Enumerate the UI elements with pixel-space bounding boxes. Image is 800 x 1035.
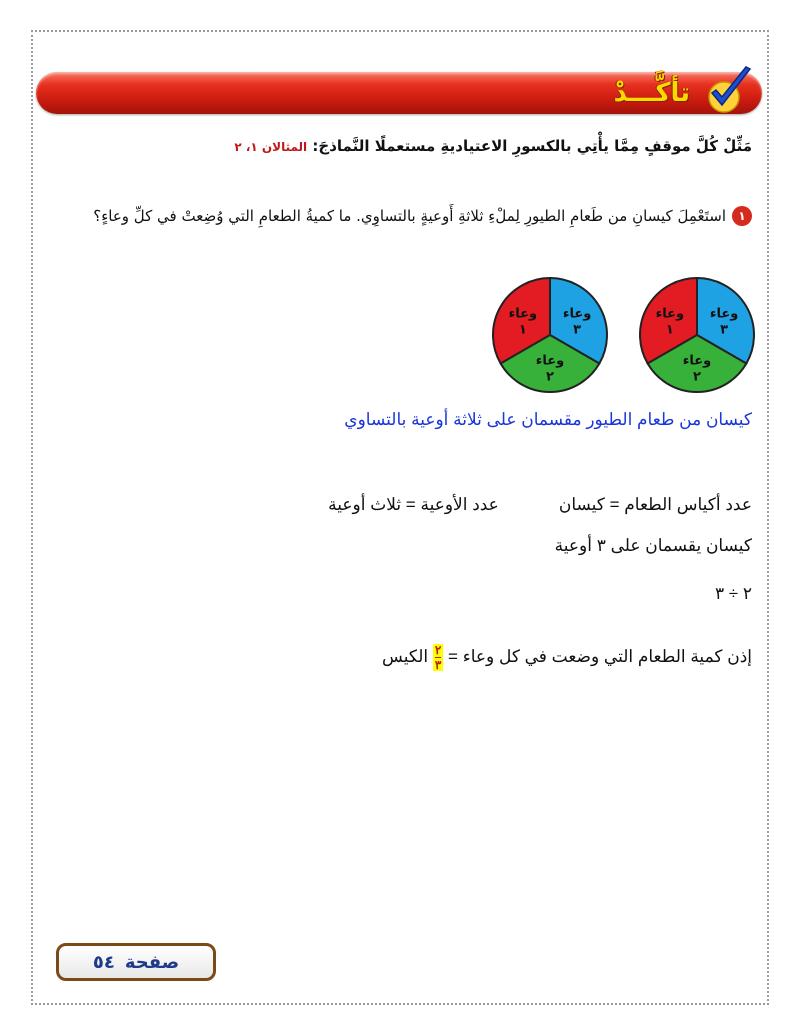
banner-title: تأكَّـــدْ (613, 78, 690, 108)
segment-label: وعاء (655, 306, 685, 322)
containers-count: عدد الأوعية = ثلاث أوعية (328, 495, 499, 514)
check-icon (700, 63, 756, 119)
bags-count: عدد أكياس الطعام = كيسان (558, 495, 752, 514)
fraction-numerator: ٢ (434, 643, 442, 657)
segment-number: ٣ (573, 322, 582, 338)
segment-label: وعاء (508, 306, 538, 322)
page-number-label (56, 943, 216, 981)
question-number: ١ (732, 206, 752, 226)
example-reference: المثالان ١، ٢ (234, 140, 308, 154)
question-text: استَعْمِلَ كيسانِ من طَعامِ الطيورِ لِملْءِ ثلاثةِ أَوعيةٍ بالتساوِي. ما كميةُ الطعامِ التي وُضِعتْ في كلِّ وعاءٍ؟ (93, 207, 726, 225)
segment-number: ٢ (546, 369, 554, 385)
answer-line-1: كيسان من طعام الطيور مقسمان على ثلاثة أوعية بالتساوي (344, 410, 752, 429)
segment-number: ٢ (693, 369, 701, 385)
segment-number: ١ (518, 322, 527, 338)
question-1 (40, 206, 752, 226)
page-frame (31, 30, 769, 1005)
answer-conclusion (12, 644, 752, 671)
pie-right (640, 278, 754, 392)
segment-number: ١ (665, 322, 674, 338)
pie-left (493, 278, 607, 392)
segment-label: وعاء (709, 306, 739, 322)
segment-number: ٣ (720, 322, 729, 338)
pie-models (480, 270, 770, 400)
segment-label: وعاء (535, 353, 565, 369)
answer-line-3: كيسان يقسمان على ٣ أوعية (554, 536, 752, 555)
division-expression: ٢ ÷ ٣ (714, 584, 752, 603)
fraction-highlight (433, 644, 443, 671)
fraction-denominator: ٣ (434, 658, 442, 672)
instruction-text (52, 137, 752, 155)
instruction-main: مَثِّلْ كُلَّ موقفٍ مِمَّا يأْتِي بالكسورِ الاعتياديةِ مستعملًا النَّماذجَ: (312, 137, 752, 155)
conclusion-prefix: إذن كمية الطعام التي وضعت في كل وعاء = (448, 646, 752, 666)
segment-label: وعاء (562, 306, 592, 322)
page-number: ٥٤ (92, 951, 115, 973)
page-word: صفحة (124, 951, 180, 973)
answer-line-2 (12, 495, 752, 515)
segment-label: وعاء (682, 353, 712, 369)
conclusion-suffix: الكيس (382, 646, 429, 666)
